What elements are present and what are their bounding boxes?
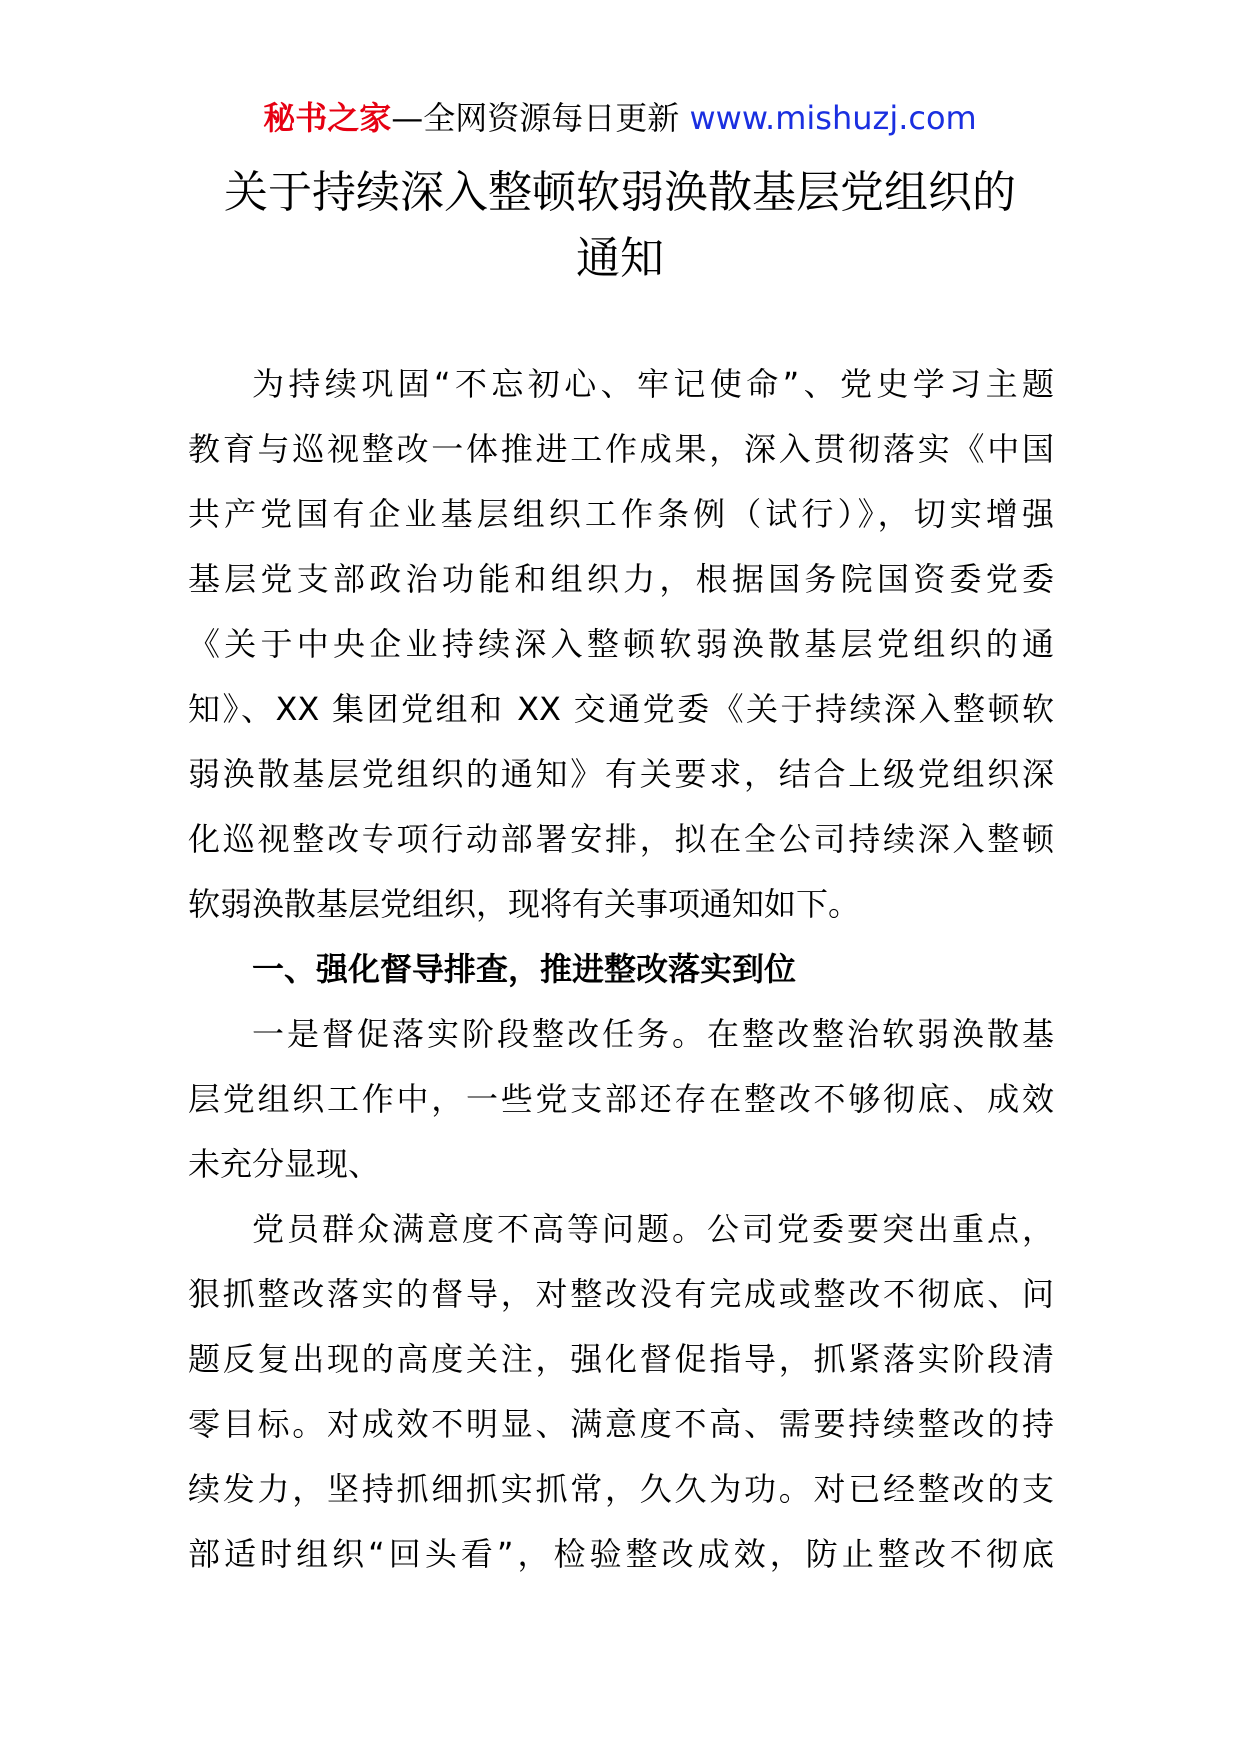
body-line: 未充分显现、 xyxy=(188,1145,381,1183)
body-line: 知》、XX 集团党组和 XX 交通党委《关于持续深入整顿软 xyxy=(188,690,1054,728)
body-line: 共产党国有企业基层组织工作条例（试行）》，切实增强 xyxy=(188,495,1054,533)
body-line: 基层党支部政治功能和组织力，根据国务院国资委党委 xyxy=(188,560,1054,598)
body-line: 党员群众满意度不高等问题。公司党委要突出重点， xyxy=(252,1210,1054,1248)
body-line: 弱涣散基层党组织的通知》有关要求，结合上级党组织深 xyxy=(188,755,1054,793)
body-line: 狠抓整改落实的督导，对整改没有完成或整改不彻底、问 xyxy=(188,1275,1054,1313)
body-line: 化巡视整改专项行动部署安排，拟在全公司持续深入整顿 xyxy=(188,820,1054,858)
body-line: 零目标。对成效不明显、满意度不高、需要持续整改的持 xyxy=(188,1405,1054,1443)
body-line: 层党组织工作中，一些党支部还存在整改不够彻底、成效 xyxy=(188,1080,1054,1118)
body-line: 题反复出现的高度关注，强化督促指导，抓紧落实阶段清 xyxy=(188,1340,1054,1378)
title-line-2: 通知 xyxy=(576,233,664,284)
body-line: 软弱涣散基层党组织，现将有关事项通知如下。 xyxy=(188,885,861,923)
site-header xyxy=(0,96,1240,140)
body-line: 部适时组织“回头看”，检验整改成效，防止整改不彻底 xyxy=(188,1535,1054,1573)
site-url-link[interactable]: www.mishuzj.com xyxy=(689,99,977,137)
brand-name: 秘书之家 xyxy=(263,99,392,137)
section-heading: 一、强化督导排查，推进整改落实到位 xyxy=(252,950,797,988)
body-line: 续发力，坚持抓细抓实抓常，久久为功。对已经整改的支 xyxy=(188,1470,1054,1508)
document-body xyxy=(188,352,1054,1587)
title-line-1: 关于持续深入整顿软弱涣散基层党组织的 xyxy=(224,167,1016,218)
body-line: 《关于中央企业持续深入整顿软弱涣散基层党组织的通 xyxy=(188,625,1054,663)
body-line: 教育与巡视整改一体推进工作成果，深入贯彻落实《中国 xyxy=(188,430,1054,468)
body-line: 为持续巩固“不忘初心、牢记使命”、党史学习主题 xyxy=(252,365,1054,403)
header-tagline: —全网资源每日更新 xyxy=(391,99,680,137)
document-title xyxy=(150,160,1090,292)
body-line: 一是督促落实阶段整改任务。在整改整治软弱涣散基 xyxy=(252,1015,1054,1053)
